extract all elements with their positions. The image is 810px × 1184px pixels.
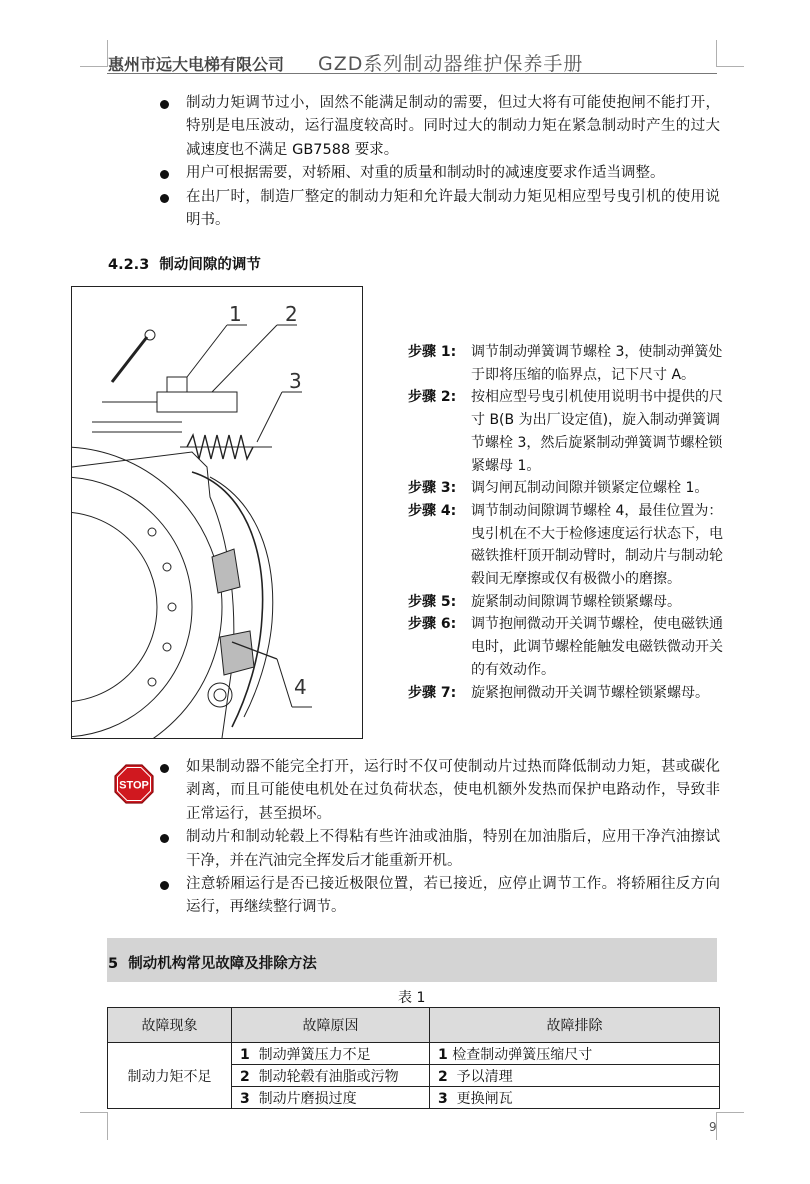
brake-drawing [71, 286, 363, 739]
crop-mark [107, 1112, 108, 1140]
list-item: 用户可根据需要，对轿厢、对重的质量和制动时的减速度要求作适当调整。 [160, 162, 720, 185]
crop-mark [716, 40, 717, 67]
bullet-icon [160, 764, 169, 773]
leader-line-3 [257, 392, 282, 442]
callout-1: 1 [229, 302, 242, 326]
bullet-icon [160, 194, 169, 203]
crop-mark [80, 66, 108, 67]
cause-cell: 1 制动弹簧压力不足 [232, 1043, 430, 1065]
list-item: 如果制动器不能完全打开，运行时不仅可使制动片过热而降低制动力矩，甚或碳化剥离，而且可能使电机处在过负荷状态，使电机额外发热而保护电路动作，导致非正常运行，甚至损坏。 [160, 756, 720, 826]
callout-2: 2 [285, 302, 298, 326]
lever [112, 337, 147, 382]
step-list [408, 341, 728, 704]
bullet-icon [160, 100, 169, 109]
bullet-icon [160, 834, 169, 843]
step-item: 步骤 7: 旋紧抱闸微动开关调节螺栓锁紧螺母。 [408, 684, 709, 701]
stop-sign-icon [114, 764, 154, 804]
fix-cell: 1 检查制动弹簧压缩尺寸 [430, 1043, 720, 1065]
cause-cell: 2 制动轮毂有油脂或污物 [232, 1065, 430, 1087]
bullet-list-top [160, 92, 720, 232]
step-item: 步骤 5: 旋紧制动间隙调节螺栓锁紧螺母。 [408, 593, 681, 610]
crop-mark [80, 1112, 108, 1113]
lever-knob [145, 330, 155, 340]
symptom-cell: 制动力矩不足 [108, 1043, 232, 1109]
bullet-icon [160, 170, 169, 179]
header-symptom: 故障现象 [108, 1008, 232, 1043]
cause-cell: 3 制动片磨损过度 [232, 1087, 430, 1109]
crop-mark [716, 1112, 744, 1113]
list-item: 注意轿厢运行是否已接近极限位置，若已接近，应停止调节工作。将轿厢往反方向运行，再继续整行调节。 [160, 873, 720, 920]
step-item: 步骤 4: 调节制动间隙调节螺栓 4，最佳位置为：曳引机在不大于检修速度运行状态下，电磁铁推杆顶开制动臂时，制动片与制动轮毂间无摩擦或仅有极微小的磨擦。 [408, 502, 723, 588]
bolt-head [167, 377, 187, 392]
drum-circle [72, 447, 222, 738]
brake-shoe-upper [212, 549, 240, 593]
page-number: 9 [709, 1120, 717, 1134]
list-item: 在出厂时，制造厂整定的制动力矩和允许最大制动力矩见相应型号曳引机的使用说明书。 [160, 186, 720, 233]
header-company: 惠州市远大电梯有限公司 [108, 55, 285, 74]
callout-4: 4 [294, 675, 307, 699]
fix-cell: 3 更换闸瓦 [430, 1087, 720, 1109]
callout-3: 3 [289, 369, 302, 393]
step-item: 步骤 1: 调节制动弹簧调节螺栓 3，使制动弹簧处于即将压缩的临界点，记下尺寸 A。 [408, 344, 723, 383]
leader-line-4 [277, 659, 292, 707]
bullet-list-warning [160, 756, 720, 920]
list-item: 制动片和制动轮毂上不得粘有些许油或油脂，特别在加油脂后，应用干净汽油擦试干净，并在汽油完全挥发后才能重新开机。 [160, 826, 720, 873]
fix-cell: 2 予以清理 [430, 1065, 720, 1087]
pivot-pin [214, 689, 226, 701]
section5-heading: 5 制动机构常见故障及排除方法 [108, 956, 317, 972]
bullet-icon [160, 881, 169, 890]
stop-sign-text: STOP [119, 779, 149, 792]
leader-line-2 [212, 325, 277, 392]
bolt-block [157, 392, 237, 412]
drum-hub-circle [72, 512, 157, 702]
table-header-row [108, 1008, 720, 1043]
step-item: 步骤 6: 调节抱闸微动开关调节螺栓，使电磁铁通电时，此调节螺栓能触发电磁铁微动开关的有效动作。 [408, 616, 723, 678]
table-caption: 表 1 [398, 990, 426, 1006]
header-fix: 故障排除 [430, 1008, 720, 1043]
table-row [108, 1043, 720, 1065]
brake-arm [192, 472, 263, 727]
crop-mark [716, 66, 744, 67]
header-rule [107, 73, 717, 74]
leader-line-1 [187, 325, 227, 377]
step-item: 步骤 3: 调匀闸瓦制动间隙并锁紧定位螺栓 1。 [408, 480, 709, 497]
fault-table [107, 1007, 720, 1109]
step-item: 步骤 2: 按相应型号曳引机使用说明书中提供的尺寸 B(B 为出厂设定值)，旋入制动弹簧调节螺栓 3，然后旋紧制动弹簧调节螺栓锁紧螺母 1。 [408, 389, 723, 474]
header-cause: 故障原因 [232, 1008, 430, 1043]
list-item: 制动力矩调节过小，固然不能满足制动的需要，但过大将有可能使抱闸不能打开，特别是电压波动，运行温度较高时。同时过大的制动力矩在紧急制动时产生的过大减速度也不满足 GB7588 要求。 [160, 92, 720, 162]
header-title: GZD系列制动器维护保养手册 [318, 53, 584, 75]
brake-shoe-lower [220, 631, 254, 675]
section-heading: 4.2.3 制动间隙的调节 [108, 257, 261, 273]
brake-drawing-svg [72, 287, 362, 738]
